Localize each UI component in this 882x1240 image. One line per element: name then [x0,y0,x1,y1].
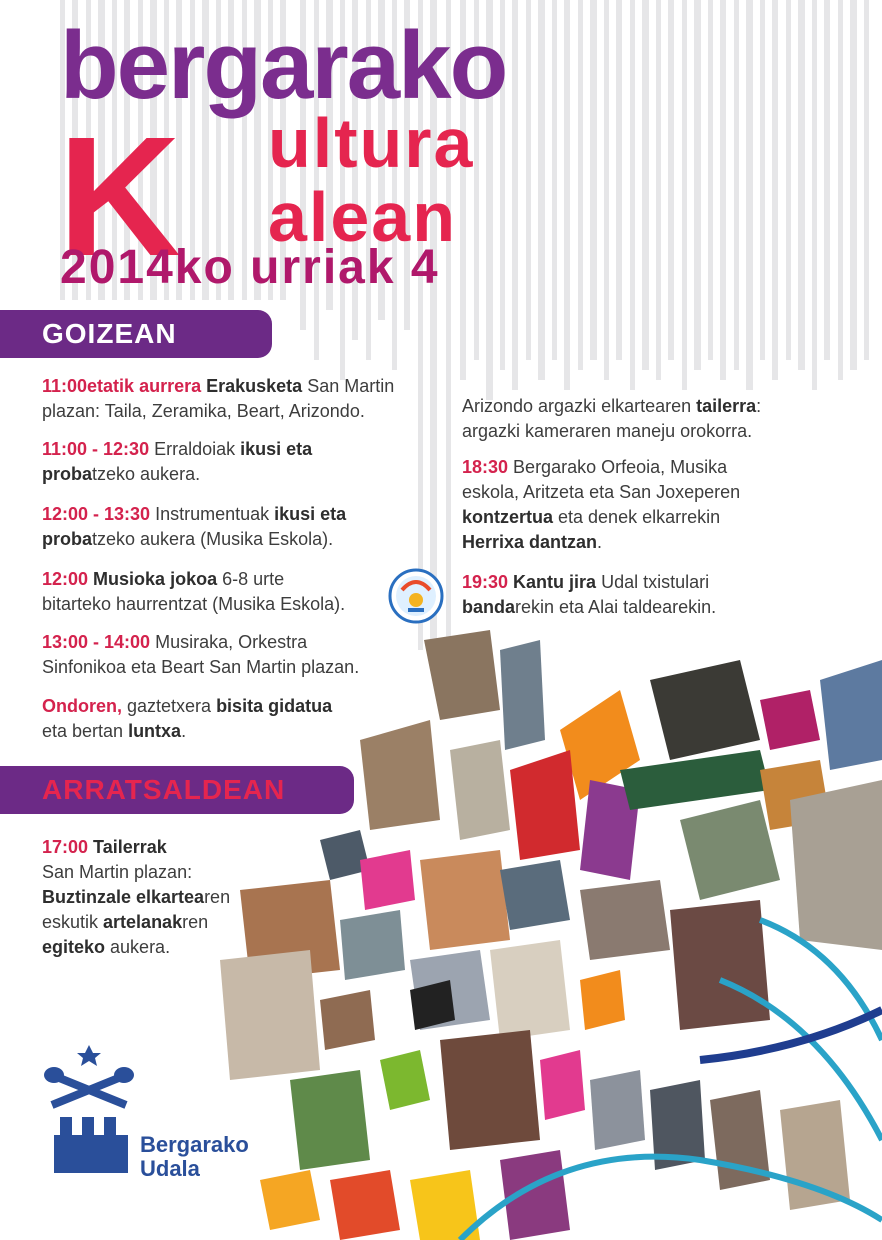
event-item: 12:00 Musioka jokoa 6-8 urte bitarteko haurrentzat (Musika Eskola). [42,569,346,614]
event-item: 19:30 Kantu jira Udal txistulari bandarekin eta Alai taldearekin. [462,572,717,617]
event-item: 13:00 - 14:00 Musiraka, Orkestra Sinfonikoa eta Beart San Martin plazan. [42,632,360,677]
musioka-logo-icon [388,568,444,624]
section-tab-afternoon: ARRATSALDEAN [0,766,354,814]
logo-text [140,1133,249,1181]
section-tab-morning: GOIZEAN [0,310,272,358]
photo-mosaic-map [200,620,882,1240]
title-big-k: K [58,102,177,292]
event-date: 2014ko urriak 4 [60,241,440,294]
title-ultura: ultura [268,104,475,182]
event-item: Arizondo argazki elkartearen tailerra: argazki kameraren maneju orokorra. [462,396,762,441]
event-item: Ondoren, gaztetxera bisita gidatua eta bertan luntxa. [42,696,333,741]
event-item: 18:30 Bergarako Orfeoia, Musika eskola, Aritzeta eta San Joxeperen kontzertua eta denek elkarrekin Herrixa dantzan. [462,457,741,552]
event-item: 11:00etatik aurrera Erakusketa San Martin plazan: Taila, Zeramika, Beart, Arizondo. [42,376,395,421]
event-item: 11:00 - 12:30 Erraldoiak ikusi eta probatzeko aukera. [42,439,313,484]
logo-line1: Bergarako [140,1132,249,1157]
logo-line2: Udala [140,1156,200,1181]
bergarako-udala-logo-icon [44,1045,134,1175]
title-alean: alean [268,178,457,256]
event-item: 12:00 - 13:30 Instrumentuak ikusi eta probatzeko aukera (Musika Eskola). [42,504,347,549]
title-bergarako: bergarako [60,12,507,119]
event-item: 17:00 Tailerrak San Martin plazan: Buztinzale elkartearen eskutik artelanakren egiteko aukera. [42,837,231,957]
